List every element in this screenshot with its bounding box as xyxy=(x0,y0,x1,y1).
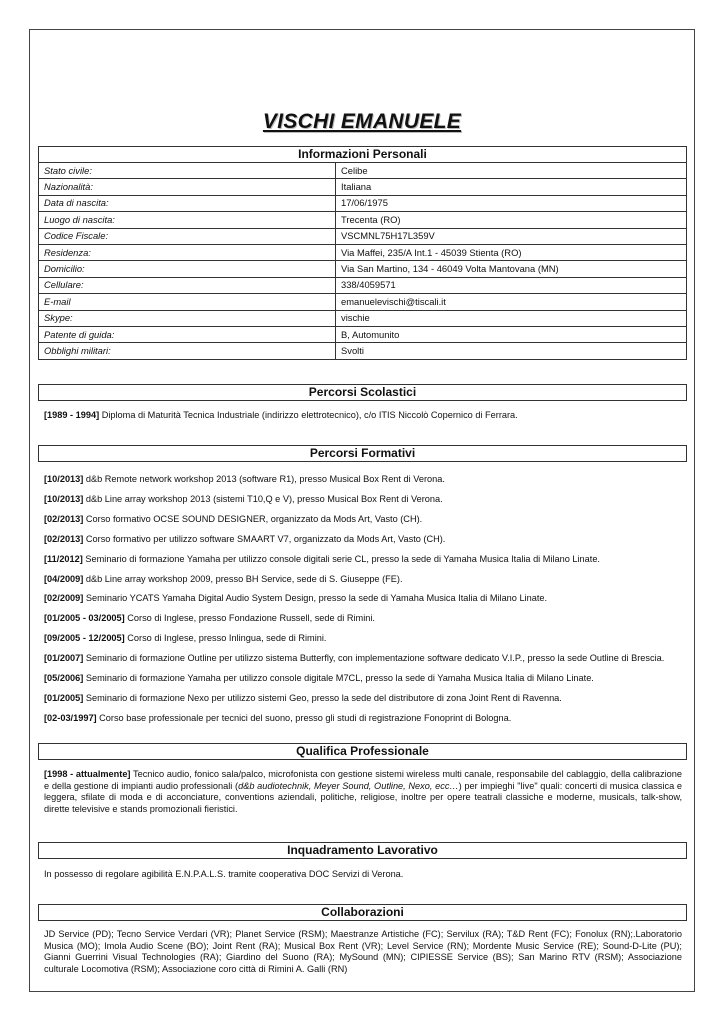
entry-text: Seminario di formazione Yamaha per utilizzo console digitali serie CL, presso la sede di Yamaha Musica Italia di Milano Linate. xyxy=(82,553,600,564)
entry-date: [02-03/1997] xyxy=(44,712,97,723)
personal-info-value: Italiana xyxy=(336,179,687,195)
personal-info-row xyxy=(39,179,687,195)
personal-info-label: Stato civile: xyxy=(39,163,336,179)
training-entry xyxy=(44,553,682,565)
personal-info-label: Cellulare: xyxy=(39,277,336,293)
entry-date: [11/2012] xyxy=(44,553,83,564)
entry-text: Seminario di formazione Outline per utilizzo sistema Butterfly, con implementazione software dedicato V.I.P., presso la sede Outline di Brescia. xyxy=(83,653,665,664)
personal-info-row xyxy=(39,294,687,310)
training-entry xyxy=(44,692,682,704)
personal-info-value: vischie xyxy=(336,310,687,326)
entry-date: [10/2013] xyxy=(44,474,84,484)
entry-text: Corso formativo per utilizzo software SMAART V7, organizzato da Mods Art, Vasto (CH). xyxy=(83,533,446,544)
section-heading-training: Percorsi Formativi xyxy=(38,445,687,462)
qualification-text-a: Tecnico audio, fonico sala/palco, microfonista con gestione sistemi wireless multi canale, responsabile del cablaggio, della calibrazione e della gestione di impianti audio professionali ( xyxy=(44,769,682,791)
personal-info-row xyxy=(39,326,687,342)
personal-info-value: Via Maffei, 235/A Int.1 - 45039 Stienta (RO) xyxy=(336,244,687,260)
entry-text: Seminario YCATS Yamaha Digital Audio System Design, presso la sede di Yamaha Musica Italia di Milano Linate. xyxy=(83,593,548,604)
entry-date: [01/2005 - 03/2005] xyxy=(44,613,125,624)
qualification-brands: d&b audiotechnik, Meyer Sound, Outline, Nexo, ecc… xyxy=(238,780,459,791)
section-heading-employment: Inquadramento Lavorativo xyxy=(38,842,687,859)
entry-date: [09/2005 - 12/2005] xyxy=(44,633,125,644)
entry-text: Corso di Inglese, presso Inlingua, sede di Rimini. xyxy=(124,633,327,644)
entry-text: d&b Line array workshop 2009, presso BH Service, sede di S. Giuseppe (FE). xyxy=(83,573,403,584)
training-entry xyxy=(44,493,682,505)
personal-info-row xyxy=(39,343,687,359)
personal-info-row xyxy=(39,228,687,244)
entry-text: Corso formativo OCSE SOUND DESIGNER, organizzato da Mods Art, Vasto (CH). xyxy=(83,513,423,524)
personal-info-label: Patente di guida: xyxy=(39,326,336,342)
personal-info-value: emanuelevischi@tiscali.it xyxy=(336,294,687,310)
entry-text: Diploma di Maturità Tecnica Industriale (indirizzo elettrotecnico), c/o ITIS Niccolò Copernico di Ferrara. xyxy=(99,410,518,420)
personal-info-label: Residenza: xyxy=(39,244,336,260)
personal-info-table xyxy=(38,162,687,360)
section-heading-school: Percorsi Scolastici xyxy=(38,384,687,401)
entry-date: [05/2006] xyxy=(44,673,84,683)
training-entry xyxy=(44,573,682,585)
entry-date: [04/2009] xyxy=(44,573,84,584)
personal-info-row xyxy=(39,195,687,211)
personal-info-value: Celibe xyxy=(336,163,687,179)
personal-info-label: Domicilio: xyxy=(39,261,336,277)
section-heading-personal: Informazioni Personali xyxy=(38,146,687,163)
personal-info-row xyxy=(39,244,687,260)
personal-info-row xyxy=(39,163,687,179)
entry-date: [02/2009] xyxy=(44,593,84,604)
entry-date: [1989 - 1994] xyxy=(44,410,100,420)
qualification-date: [1998 - attualmente] xyxy=(44,769,131,779)
entry-date: [02/2013] xyxy=(44,513,84,524)
personal-info-value: B, Automunito xyxy=(336,326,687,342)
entry-date: [02/2013] xyxy=(44,533,84,544)
training-entry xyxy=(44,652,682,664)
personal-info-label: Luogo di nascita: xyxy=(39,212,336,228)
training-entry xyxy=(44,513,682,525)
training-entry xyxy=(44,672,682,684)
entry-text: Corso base professionale per tecnici del suono, presso gli studi di registrazione Fonoprint di Bologna. xyxy=(96,712,512,723)
training-entry xyxy=(44,712,682,724)
collaborations-text: JD Service (PD); Tecno Service Verdari (VR); Planet Service (RSM); Maestranze Artistiche (FC); Servilux (RA); T&D Rent (FC); Fonolux (RN);.Laboratorio Musica (MO); Imola Audio Scene (BO); Joint Rent (RA); Musical Box Rent (VR); Level Service (RN); Mordente Music Service (RE); Sound-D-Lite (PU); Gianni Guerrini Visual Technologies (RA); Giardino del Suono (RA); MySound (MN); CIPIESSE Service (BS); San Marino RTV (RSM); Associazione culturale Locomotiva (RSM); Associazione coro città di Rimini A. Galli (RN) xyxy=(44,929,682,974)
cv-name: VISCHI EMANUELE xyxy=(262,110,462,133)
personal-info-value: Trecenta (RO) xyxy=(336,212,687,228)
cv-page xyxy=(29,29,695,992)
personal-info-row xyxy=(39,261,687,277)
training-entry xyxy=(44,533,682,545)
personal-info-value: VSCMNL75H17L359V xyxy=(336,228,687,244)
entry-text: Corso di Inglese, presso Fondazione Russell, sede di Rimini. xyxy=(124,613,375,624)
personal-info-value: 338/4059571 xyxy=(336,277,687,293)
personal-info-row xyxy=(39,310,687,326)
personal-info-label: E-mail xyxy=(39,294,336,310)
personal-info-value: Via San Martino, 134 - 46049 Volta Mantovana (MN) xyxy=(336,261,687,277)
personal-info-value: 17/06/1975 xyxy=(336,195,687,211)
personal-info-label: Codice Fiscale: xyxy=(39,228,336,244)
entry-date: [01/2005] xyxy=(44,692,84,703)
training-entry xyxy=(44,632,682,644)
personal-info-label: Obblighi militari: xyxy=(39,343,336,359)
entry-date: [10/2013] xyxy=(44,493,84,504)
section-heading-collaborations: Collaborazioni xyxy=(38,904,687,921)
qualification-text-b: ) per impieghi "live" quali: concerti di musica classica e leggera, sfilate di moda e di acconciature, conventions aziendali, politiche, religiose, inoltre per opere teatrali classiche e moderne, musicals, talk-show, dirette televisive e stands promozionali fieristici. xyxy=(44,780,682,814)
training-entry xyxy=(44,473,682,485)
training-entry xyxy=(44,612,682,624)
personal-info-value: Svolti xyxy=(336,343,687,359)
training-entry xyxy=(44,592,682,604)
personal-info-row xyxy=(39,212,687,228)
personal-info-label: Nazionalità: xyxy=(39,179,336,195)
entry-text: d&b Line array workshop 2013 (sistemi T10,Q e V), presso Musical Box Rent di Verona. xyxy=(83,493,443,504)
entry-text: d&b Remote network workshop 2013 (software R1), presso Musical Box Rent di Verona. xyxy=(83,474,445,484)
section-heading-qualification: Qualifica Professionale xyxy=(38,743,687,760)
school-entry xyxy=(44,409,682,421)
personal-info-row xyxy=(39,277,687,293)
personal-info-label: Data di nascita: xyxy=(39,195,336,211)
personal-info-label: Skype: xyxy=(39,310,336,326)
entry-date: [01/2007] xyxy=(44,653,84,664)
employment-text: In possesso di regolare agibilità E.N.P.A.L.S. tramite cooperativa DOC Servizi di Verona. xyxy=(44,869,404,879)
entry-text: Seminario di formazione Nexo per utilizzo sistemi Geo, presso la sede del distributore di zona Joint Rent di Ravenna. xyxy=(83,692,562,703)
qualification-text xyxy=(44,769,682,815)
entry-text: Seminario di formazione Yamaha per utilizzo console digitale M7CL, presso la sede di Yamaha Musica Italia di Milano Linate. xyxy=(83,673,594,683)
